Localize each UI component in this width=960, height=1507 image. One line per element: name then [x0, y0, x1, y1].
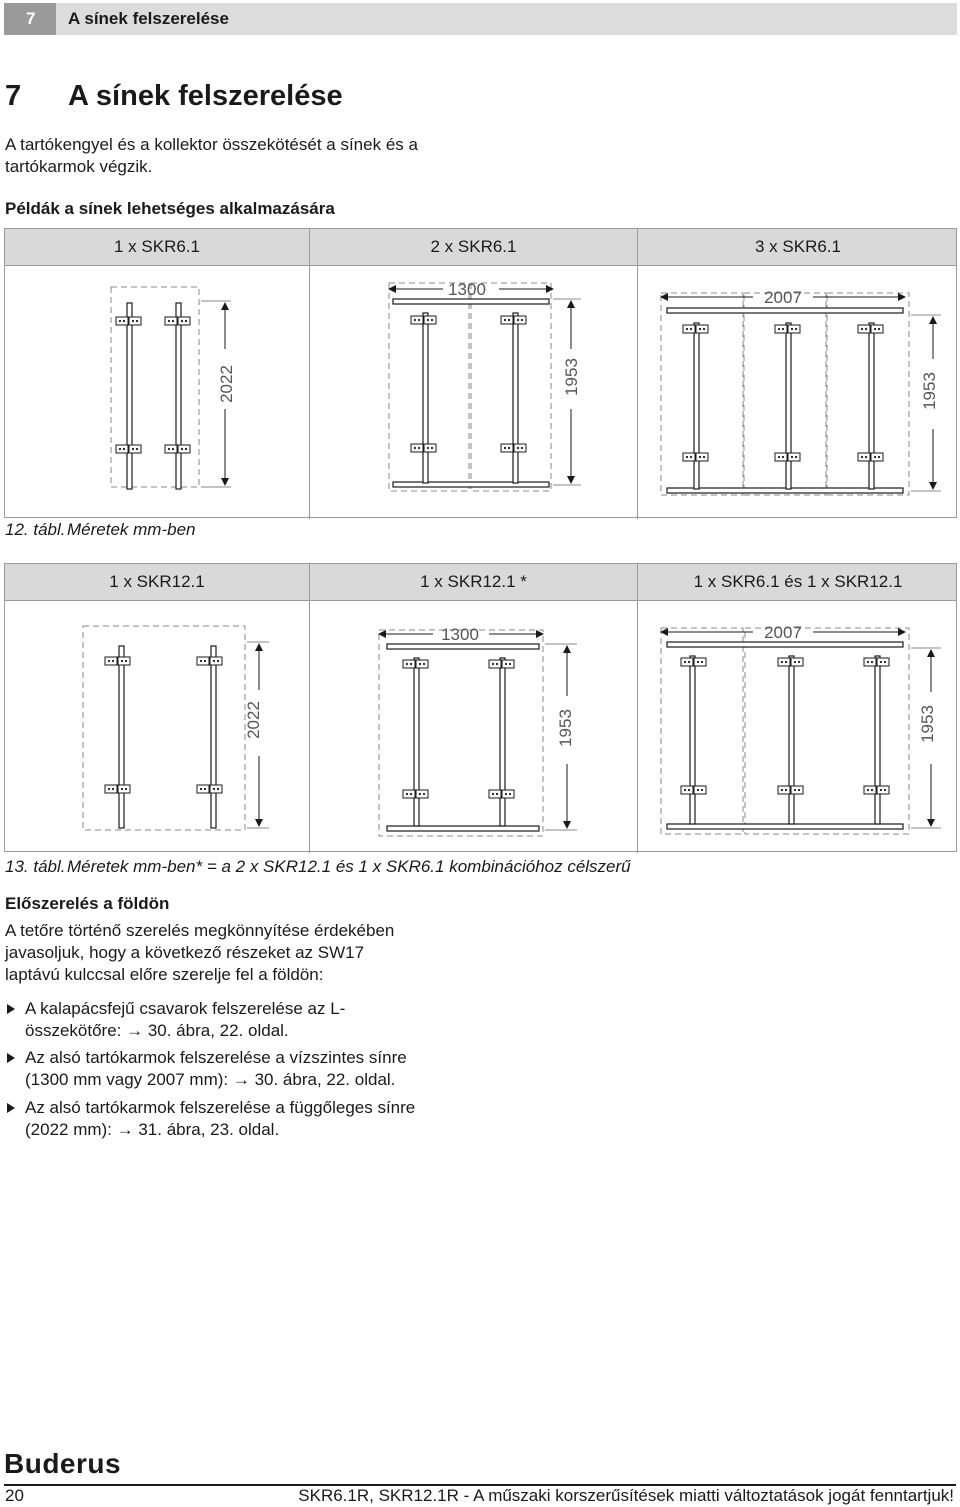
- table-12: [4, 228, 957, 518]
- intro-line-1: A tartókengyel és a kollektor összekötését a sínek és a: [5, 135, 418, 154]
- dim-label: 2022: [217, 365, 236, 403]
- examples-heading: Példák a sínek lehetséges alkalmazására: [5, 199, 335, 218]
- bullet-arrow-icon: [7, 1004, 15, 1014]
- caption-label: 12. tábl.: [5, 520, 66, 539]
- table-13-caption: [5, 857, 631, 877]
- caption-label: 13. tábl.: [5, 857, 66, 876]
- list-item: [5, 1097, 415, 1141]
- list-item-line: Az alsó tartókarmok felszerelése a vízszintes sínre: [25, 1048, 407, 1067]
- section-title: [5, 80, 343, 113]
- table-12-col-3-header: 3 x SKR6.1: [755, 237, 841, 256]
- dim-label: 1953: [556, 709, 575, 747]
- table-13-diagrams: [5, 564, 958, 853]
- table-13-col-1-header: 1 x SKR12.1: [109, 572, 205, 591]
- list-item-line: Az alsó tartókarmok felszerelése a függőleges sínre: [25, 1098, 416, 1117]
- diagram-skr6-and-skr12: [661, 628, 941, 834]
- ground-paragraph-line-2: javasoljuk, hogy a következő részeket az SW17: [5, 943, 365, 962]
- dim-label: 2022: [244, 701, 263, 739]
- header-chapter-title: A sínek felszerelése: [68, 9, 229, 28]
- table-13: [4, 563, 957, 852]
- dim-label: 1953: [920, 372, 939, 410]
- list-item-line: (1300 mm vagy 2007 mm): → 30. ábra, 22. oldal.: [25, 1070, 396, 1089]
- dim-label: 1953: [562, 358, 581, 396]
- diagram-3x-skr6: [661, 293, 941, 495]
- table-13-col-2-header: 1 x SKR12.1 *: [420, 572, 527, 591]
- ground-paragraph-line-3: laptávú kulccsal előre szerelje fel a földön:: [5, 965, 324, 984]
- buderus-logo: Buderus: [4, 1448, 122, 1479]
- diagram-1x-skr12-star: [379, 630, 577, 836]
- list-item: [5, 998, 345, 1042]
- ground-heading: Előszerelés a földön: [5, 894, 170, 913]
- dim-label: 1300: [448, 280, 486, 299]
- table-12-caption: [5, 520, 195, 540]
- table-12-col-1-header: 1 x SKR6.1: [114, 237, 200, 256]
- bullet-arrow-icon: [7, 1053, 15, 1063]
- diagram-1x-skr12: [83, 626, 269, 830]
- ground-paragraph-line-1: A tetőre történő szerelés megkönnyítése érdekében: [5, 921, 395, 940]
- bullet-arrow-icon: [7, 1103, 15, 1113]
- dim-label: 1953: [918, 705, 937, 743]
- diagram-2x-skr6: [389, 283, 581, 491]
- footer-text: SKR6.1R, SKR12.1R - A műszaki korszerűsítések miatti változtatások jogát fenntartjuk!: [298, 1486, 954, 1505]
- section-title-text: A sínek felszerelése: [68, 80, 343, 112]
- header-chapter-number: 7: [4, 3, 56, 35]
- caption-text: Méretek mm-ben* = a 2 x SKR12.1 és 1 x SKR6.1 kombinációhoz célszerű: [67, 857, 631, 876]
- table-13-col-3-header: 1 x SKR6.1 és 1 x SKR12.1: [693, 572, 903, 591]
- table-12-diagrams: [5, 229, 958, 519]
- list-item-line: A kalapácsfejű csavarok felszerelése az L-: [25, 999, 346, 1018]
- table-12-col-2-header: 2 x SKR6.1: [430, 237, 517, 256]
- dim-label: 2007: [764, 288, 802, 307]
- list-item-line: (2022 mm): → 31. ábra, 23. oldal.: [25, 1120, 280, 1139]
- dim-label: 1300: [441, 625, 479, 644]
- caption-text: Méretek mm-ben: [67, 520, 196, 539]
- intro-line-2: tartókarmok végzik.: [5, 157, 153, 176]
- diagram-1x-skr6: [111, 287, 231, 489]
- dim-label: 2007: [764, 623, 802, 642]
- page-number: 20: [5, 1486, 24, 1505]
- list-item: [5, 1047, 407, 1091]
- list-item-line: összekötőre: → 30. ábra, 22. oldal.: [25, 1021, 289, 1040]
- section-number: 7: [5, 80, 22, 112]
